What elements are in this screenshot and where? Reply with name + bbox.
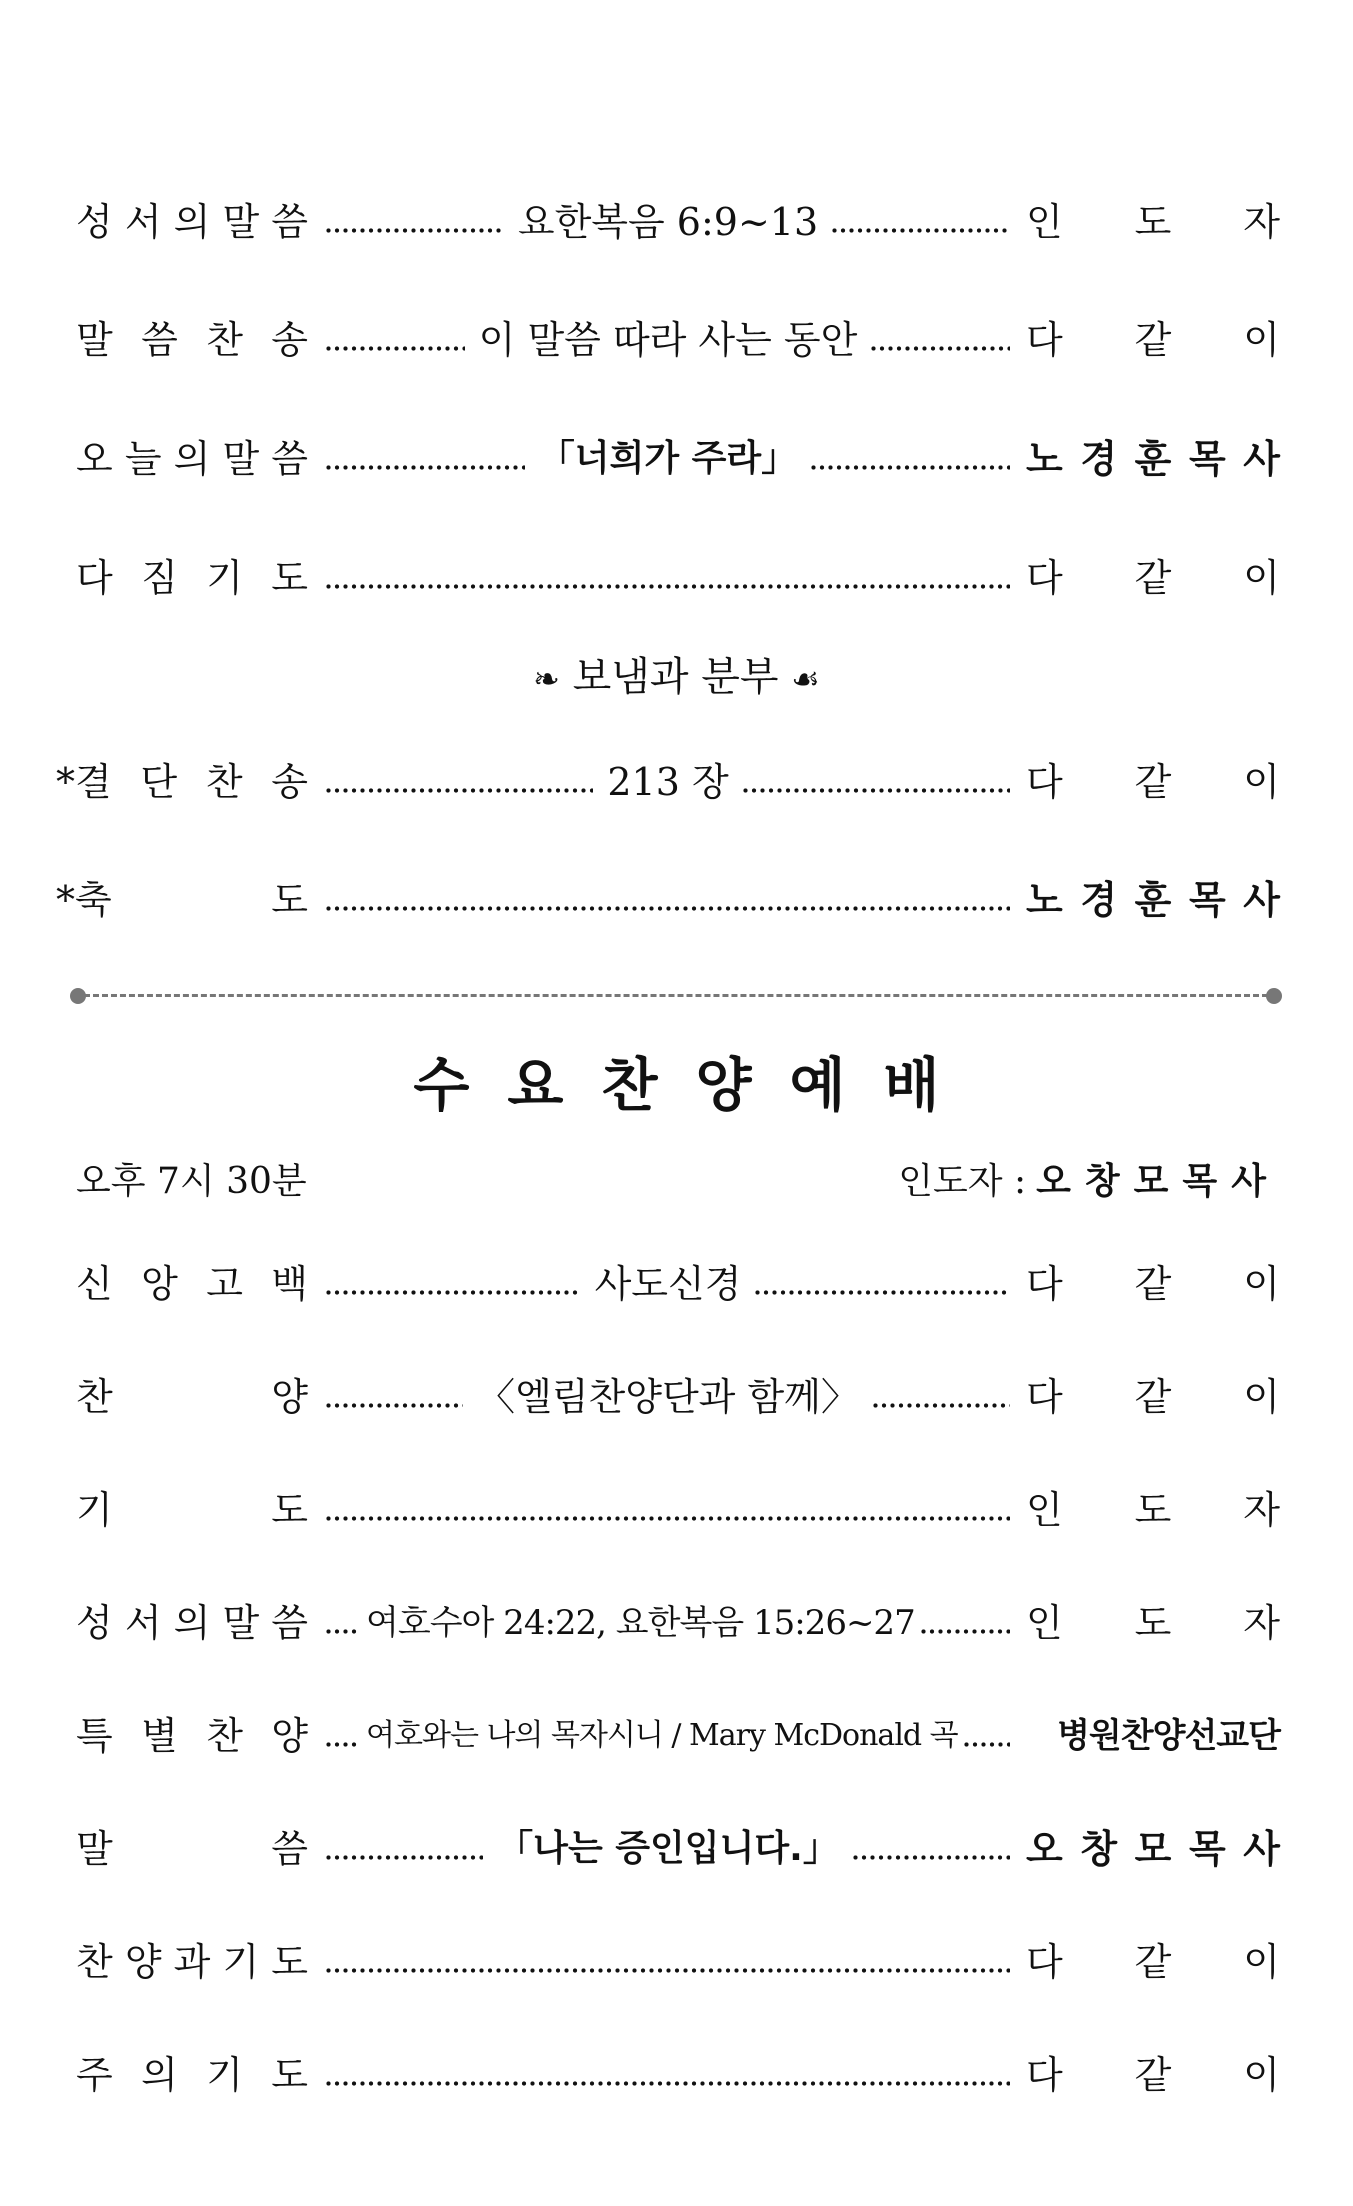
dot-leader (326, 868, 1010, 932)
order-item-prayer (0, 1478, 1353, 1542)
item-content: 사도신경 (594, 1262, 742, 1306)
item-label: 특 별 찬 양 (76, 1714, 308, 1758)
sermon-title: 「너희가 주라」 (538, 438, 798, 479)
item-label: 주 의 기 도 (76, 2053, 308, 2097)
item-content: 요한복음 6:9~13 (517, 200, 819, 244)
dot-leader (326, 1817, 483, 1881)
item-label: 말 씀 (76, 1827, 308, 1871)
item-content: 여호수아 24:22, 요한복음 15:26~27 (366, 1603, 915, 1643)
dot-leader (326, 1591, 360, 1655)
item-performer: 오 창 모 목 사 (1026, 1827, 1280, 1871)
item-performer: 다 같 이 (1026, 556, 1280, 600)
item-label: 다 짐 기 도 (76, 556, 308, 600)
item-performer: 노 경 훈 목 사 (1026, 878, 1280, 922)
item-label: 오 늘 의 말 씀 (76, 437, 308, 481)
ornament-left-icon: ❧ (533, 660, 560, 698)
section-divider (70, 988, 1282, 1002)
dot-leader (326, 1365, 463, 1429)
item-content: 이 말씀 따라 사는 동안 (478, 318, 858, 362)
order-item-hymn (0, 308, 1353, 372)
order-item-prayer (0, 546, 1353, 610)
order-item-praise (0, 1365, 1353, 1429)
sermon-title: 「나는 증인입니다.」 (497, 1828, 839, 1869)
dot-leader (853, 1817, 1010, 1881)
item-performer: 노 경 훈 목 사 (1026, 437, 1280, 481)
dot-leader (326, 308, 465, 372)
order-item-sermon (0, 1817, 1353, 1881)
dot-leader (326, 427, 525, 491)
item-label: 말 씀 찬 송 (76, 318, 308, 362)
dot-leader (755, 1252, 1010, 1316)
item-label: *축 도 (56, 878, 308, 922)
order-item-special-praise (0, 1704, 1353, 1768)
dot-leader (326, 2043, 1010, 2107)
dot-leader (326, 546, 1010, 610)
item-performer: 다 같 이 (1026, 318, 1280, 362)
item-performer: 다 같 이 (1026, 2053, 1280, 2097)
dot-leader (811, 427, 1010, 491)
dot-leader (873, 1365, 1010, 1429)
ornament-right-icon: ☙ (791, 660, 820, 698)
order-item-sermon (0, 427, 1353, 491)
item-performer: 다 같 이 (1026, 1262, 1280, 1306)
service-leader (898, 1150, 1280, 1214)
item-label: 신 앙 고 백 (76, 1262, 308, 1306)
item-performer: 다 같 이 (1026, 760, 1280, 804)
item-performer: 인 도 자 (1026, 1601, 1280, 1645)
item-label: 기 도 (76, 1488, 308, 1532)
order-item-decision-hymn (0, 750, 1353, 814)
order-item-benediction (0, 868, 1353, 932)
dot-leader (964, 1704, 1010, 1768)
dot-leader (921, 1591, 1010, 1655)
order-item-creed (0, 1252, 1353, 1316)
dot-leader (326, 750, 593, 814)
dot-leader (326, 190, 504, 254)
item-performer: 다 같 이 (1026, 1940, 1280, 1984)
item-performer: 다 같 이 (1026, 1375, 1280, 1419)
dot-leader (832, 190, 1010, 254)
item-performer: 인 도 자 (1026, 1488, 1280, 1532)
divider-dot (1266, 988, 1282, 1004)
item-performer: 병원찬양선교단 (1057, 1716, 1280, 1756)
dot-leader (743, 750, 1010, 814)
dot-leader (326, 1252, 581, 1316)
leader-label: 인도자 : (898, 1161, 1027, 1202)
service-time: 오후 7시 30분 (76, 1161, 307, 1202)
item-content: 여호와는 나의 목자시니 / Mary McDonald 곡 (366, 1718, 958, 1753)
dot-leader (326, 1704, 360, 1768)
dot-leader (871, 308, 1010, 372)
item-label: 찬 양 (76, 1375, 308, 1419)
section-heading (0, 645, 1353, 711)
item-label: 성 서 의 말 씀 (76, 200, 308, 244)
item-label: 성 서 의 말 씀 (76, 1601, 308, 1645)
item-label: 찬 양 과 기 도 (76, 1940, 308, 1984)
item-performer: 인 도 자 (1026, 200, 1280, 244)
dot-leader (326, 1930, 1010, 1994)
item-content: 〈엘림찬양단과 함께〉 (477, 1375, 859, 1419)
item-label: *결 단 찬 송 (56, 760, 308, 804)
order-item-scripture (0, 1591, 1353, 1655)
order-item-praise-prayer (0, 1930, 1353, 1994)
section-title: 보냄과 분부 (572, 654, 779, 700)
item-content: 213 장 (607, 760, 729, 804)
order-item-scripture (0, 190, 1353, 254)
service-title: 수요찬양예배 (413, 1051, 978, 1119)
leader-name: 오창모목사 (1036, 1161, 1280, 1202)
order-item-lords-prayer (0, 2043, 1353, 2107)
dot-leader (326, 1478, 1010, 1542)
